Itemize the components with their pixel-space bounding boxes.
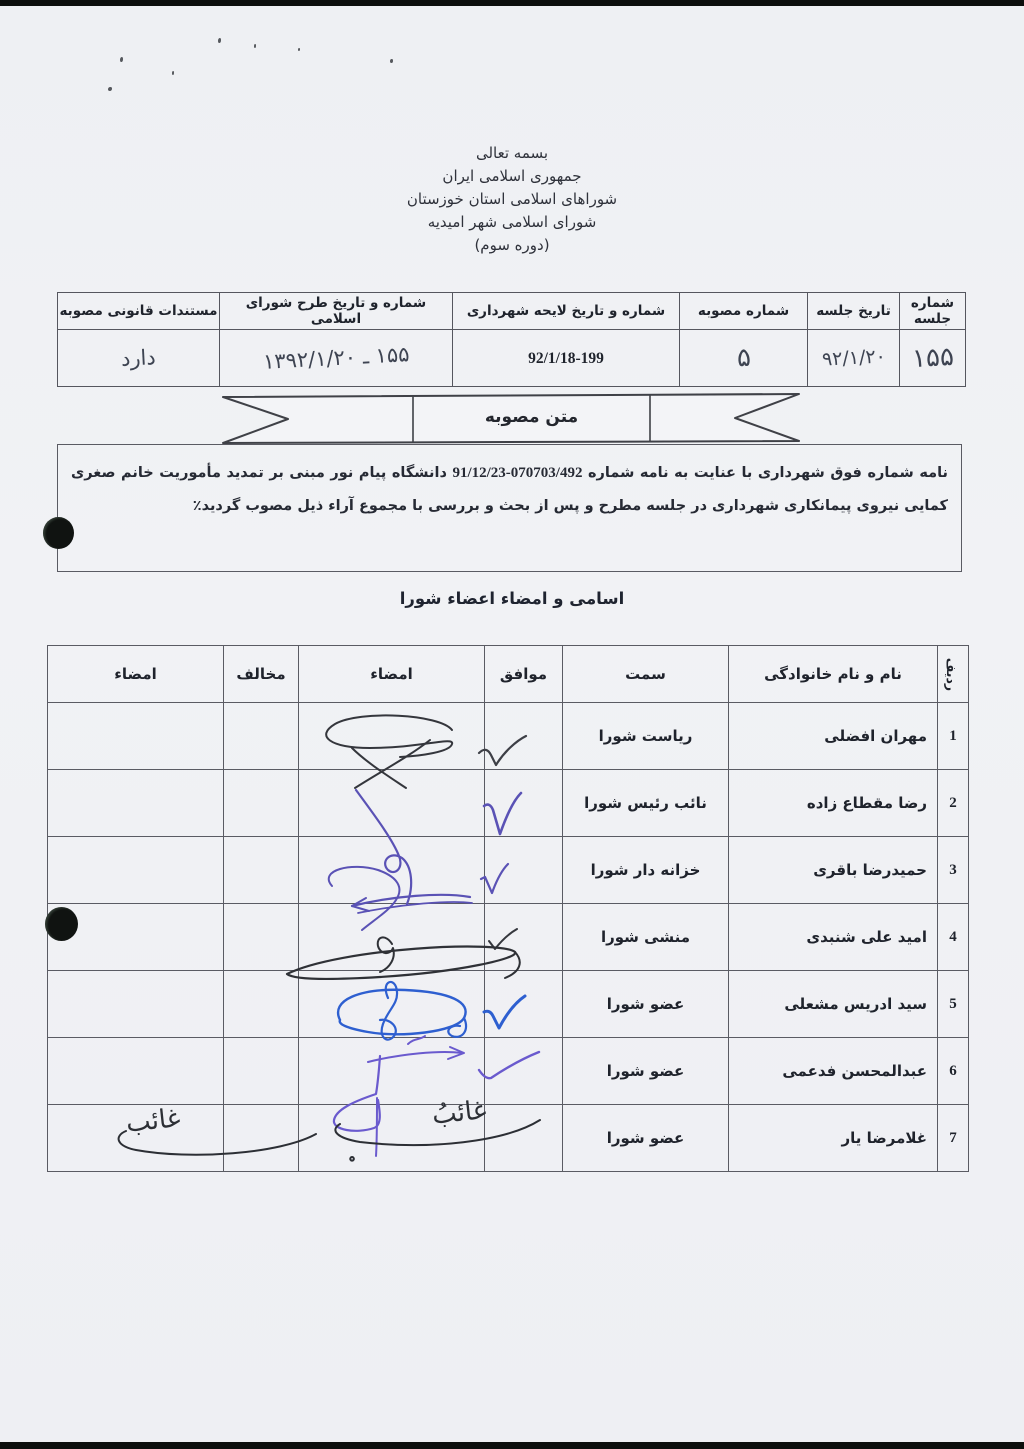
member-position: عضو شورا	[563, 1105, 729, 1172]
meta-value-bill-no-date: 92/1/18-199	[453, 330, 680, 387]
ink-speck	[298, 48, 300, 51]
meta-header-legal-docs: مستندات قانونی مصوبه	[58, 293, 220, 330]
member-row-no: 6	[938, 1038, 969, 1105]
member-agree-cell	[485, 837, 563, 904]
ink-speck	[218, 38, 221, 43]
member-row-no: 2	[938, 770, 969, 837]
letterhead-line-province-councils: شوراهای اسلامی استان خوزستان	[406, 190, 618, 208]
members-header-row-no: ردیف	[938, 646, 969, 703]
meta-value-session-date: ۹۲/۱/۲۰	[808, 330, 900, 387]
members-header-position: سمت	[563, 646, 729, 703]
meta-header-resolution-no: شماره مصوبه	[680, 293, 808, 330]
member-row	[48, 1105, 969, 1172]
members-header-signature-agree: امضاء	[299, 646, 485, 703]
member-signature-cell	[299, 837, 485, 904]
scan-edge-bottom	[0, 1442, 1024, 1449]
member-signature-cell	[299, 770, 485, 837]
absent-note-left: غائب	[124, 1103, 182, 1139]
banner-title: متن مصوبه	[484, 407, 579, 427]
member-opposed-cell	[224, 904, 299, 971]
letterhead-line-basmala: بسمه تعالی	[475, 144, 549, 162]
ink-speck	[390, 59, 393, 63]
member-signature-cell	[299, 1038, 485, 1105]
resolution-paragraph	[71, 457, 948, 523]
member-signature2-cell	[48, 1038, 224, 1105]
member-row-no: 4	[938, 904, 969, 971]
member-opposed-cell	[224, 1038, 299, 1105]
members-header-agree: موافق	[485, 646, 563, 703]
member-agree-cell	[485, 1105, 563, 1172]
meta-value-row	[58, 330, 966, 387]
ink-speck	[108, 87, 112, 91]
ink-speck	[120, 57, 123, 62]
meta-header-bill-no-date: شماره و تاریخ لایحه شهرداری	[453, 293, 680, 330]
member-row-no: 5	[938, 971, 969, 1038]
member-signature2-cell	[48, 770, 224, 837]
letterhead-line-term: (دوره سوم)	[474, 236, 550, 254]
meta-header-session-no: شماره جلسه	[900, 293, 966, 330]
member-name: حمیدرضا باقری	[729, 837, 938, 904]
member-agree-cell	[485, 904, 563, 971]
member-row	[48, 971, 969, 1038]
member-row	[48, 770, 969, 837]
resolution-text-box	[57, 444, 962, 572]
members-table	[47, 645, 969, 1172]
meta-value-plan-no-date: ۱۵۵ ـ ۱۳۹۲/۱/۲۰	[220, 330, 453, 387]
member-row-no: 1	[938, 703, 969, 770]
meta-value-resolution-no: ۵	[680, 330, 808, 387]
member-opposed-cell	[224, 703, 299, 770]
members-header-name: نام و نام خانوادگی	[729, 646, 938, 703]
resolution-text-before: نامه شماره فوق شهرداری با عنایت به نامه شماره	[582, 465, 948, 481]
member-opposed-cell	[224, 837, 299, 904]
member-agree-cell	[485, 971, 563, 1038]
ink-speck	[172, 71, 174, 75]
member-name: رضا مقطاع زاده	[729, 770, 938, 837]
members-section-title: اسامی و امضاء اعضاء شورا	[399, 589, 625, 608]
hole-punch-bottom	[45, 907, 78, 941]
absent-note-right: غائبُ	[430, 1095, 488, 1131]
member-signature-cell	[299, 971, 485, 1038]
member-signature2-cell	[48, 703, 224, 770]
member-row	[48, 703, 969, 770]
meta-header-plan-no-date: شماره و تاریخ طرح شورای اسلامی	[220, 293, 453, 330]
member-name: غلامرضا یار	[729, 1105, 938, 1172]
meta-value-session-no: ۱۵۵	[900, 330, 966, 387]
member-row	[48, 1038, 969, 1105]
member-opposed-cell	[224, 971, 299, 1038]
letterhead-line-city-council: شورای اسلامی شهر امیدیه	[427, 213, 597, 231]
member-position: عضو شورا	[563, 1038, 729, 1105]
member-agree-cell	[485, 770, 563, 837]
meta-header-row	[58, 293, 966, 330]
members-header-row	[48, 646, 969, 703]
resolution-text-after: دانشگاه پیام نور مبنی بر تمدید مأموریت خانم صغری کمایی نیروی پیمانکاری شهرداری در جلسه مطرح و پس از بحث و بررسی با مجموع آراء ذیل مصوب گردید٪	[71, 465, 948, 514]
scan-edge-top	[0, 0, 1024, 6]
member-signature-cell	[299, 904, 485, 971]
members-header-opposed: مخالف	[224, 646, 299, 703]
member-opposed-cell	[224, 1105, 299, 1172]
hole-punch-top	[43, 517, 74, 549]
member-agree-cell	[485, 703, 563, 770]
member-opposed-cell	[224, 770, 299, 837]
member-position: عضو شورا	[563, 971, 729, 1038]
member-name: سید ادریس مشعلی	[729, 971, 938, 1038]
resolution-banner	[222, 391, 800, 444]
member-signature2-cell	[48, 837, 224, 904]
member-row-no: 3	[938, 837, 969, 904]
member-signature2-cell	[48, 971, 224, 1038]
member-row-no: 7	[938, 1105, 969, 1172]
meta-header-session-date: تاریخ جلسه	[808, 293, 900, 330]
letterhead-line-country: جمهوری اسلامی ایران	[442, 167, 582, 185]
resolution-meta-table	[57, 292, 966, 387]
member-signature-cell	[299, 703, 485, 770]
member-position: ریاست شورا	[563, 703, 729, 770]
member-name: امید علی شنبدی	[729, 904, 938, 971]
letterhead	[0, 142, 1024, 257]
member-position: خزانه دار شورا	[563, 837, 729, 904]
meta-value-legal-docs: دارد	[58, 330, 220, 387]
resolution-reference-number: 91/12/23-070703/492	[452, 465, 583, 481]
member-position: نائب رئیس شورا	[563, 770, 729, 837]
member-agree-cell	[485, 1038, 563, 1105]
member-row	[48, 837, 969, 904]
member-row	[48, 904, 969, 971]
ink-speck	[254, 44, 256, 48]
member-name: مهران افضلی	[729, 703, 938, 770]
members-header-signature-opposed: امضاء	[48, 646, 224, 703]
member-position: منشی شورا	[563, 904, 729, 971]
member-name: عبدالمحسن فدعمی	[729, 1038, 938, 1105]
